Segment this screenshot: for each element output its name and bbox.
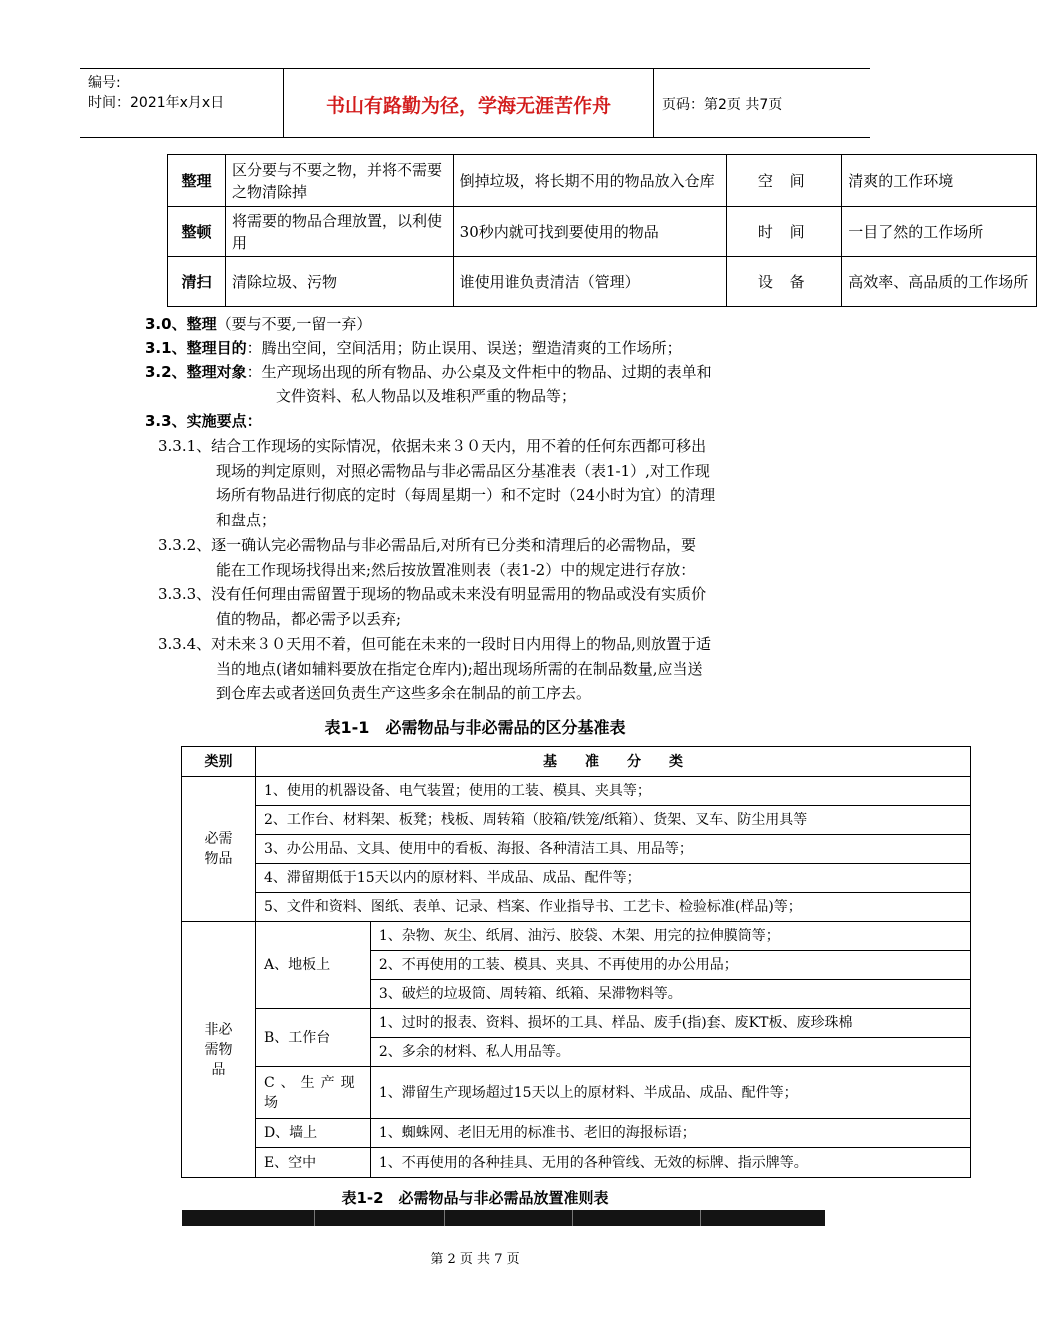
section-text: ：腾出空间，空间活用；防止误用、误送；塑造清爽的工作场所； xyxy=(246,339,682,357)
table-1-1 xyxy=(181,746,971,1178)
unnecessary-item: 1、滞留生产现场超过15天以上的原材料、半成品、成品、配件等； xyxy=(370,1067,970,1119)
5s-goal: 一目了然的工作场所 xyxy=(842,207,1037,257)
5s-summary-table xyxy=(167,154,1037,307)
table-1-1-caption: 表1-1 必需物品与非必需品的区分基准表 xyxy=(324,718,626,737)
table-1-2-caption: 表1-2 必需物品与非必需品放置准则表 xyxy=(341,1189,609,1207)
necessary-item: 4、滞留期低于15天以内的原材料、半成品、成品、配件等； xyxy=(255,864,970,893)
table-1-1-wrapper xyxy=(181,746,950,1182)
section-title: 实施要点： xyxy=(186,412,262,430)
unnecessary-item: 2、不再使用的工装、模具、夹具、不再使用的办公用品； xyxy=(370,951,970,980)
place-cell: B、工作台 xyxy=(255,1009,370,1067)
5s-name: 清扫 xyxy=(168,257,226,307)
5s-resource: 空 间 xyxy=(727,155,842,207)
column-divider xyxy=(700,1210,701,1226)
place-cell: D、墙上 xyxy=(255,1119,370,1148)
table-row xyxy=(168,257,1037,307)
necessary-item: 5、文件和资料、图纸、表单、记录、档案、作业指导书、工艺卡、检验标准(样品)等； xyxy=(255,893,970,922)
point-line: 现场的判定原则，对照必需物品与非必需品区分基准表（表1-1）,对工作现 xyxy=(216,461,710,480)
category-necessary xyxy=(182,777,256,922)
section-number: 3.1、 xyxy=(145,339,187,357)
table-row xyxy=(182,1009,971,1038)
category-label: 非必需物品 xyxy=(204,1021,233,1078)
point-line: 到仓库去或者送回负责生产这些多余在制品的前工序去。 xyxy=(216,684,592,703)
5s-desc: 清除垃圾、污物 xyxy=(225,257,453,307)
point-line: 能在工作现场找得出来;然后按放置准则表（表1-2）中的规定进行存放： xyxy=(216,560,696,579)
5s-action: 30秒内就可找到要使用的物品 xyxy=(453,207,727,257)
section-3-1 xyxy=(145,336,682,360)
unnecessary-item: 3、破烂的垃圾筒、周转箱、纸箱、呆滞物料等。 xyxy=(370,980,970,1009)
point-line: 值的物品，都必需予以丢弃; xyxy=(216,609,402,628)
table-row xyxy=(182,864,971,893)
table-row xyxy=(182,806,971,835)
5s-resource: 设 备 xyxy=(727,257,842,307)
point-first-line: 3.3.3、没有任何理由需留置于现场的物品或未来没有明显需用的物品或没有实质价 xyxy=(158,585,707,603)
place-cell: C、生产现场 xyxy=(255,1067,370,1119)
section-title: 整理对象 xyxy=(186,363,247,381)
5s-desc: 将需要的物品合理放置，以利使用 xyxy=(225,207,453,257)
document-number: 编号: xyxy=(88,75,121,91)
table-row xyxy=(168,207,1037,257)
section-title: 整理 xyxy=(186,315,217,333)
necessary-item: 2、工作台、材料架、板凳；栈板、周转箱（胶箱/铁笼/纸箱）、货架、叉车、防尘用具等 xyxy=(255,806,970,835)
5s-name: 整理 xyxy=(168,155,226,207)
section-text: ：生产现场出现的所有物品、办公桌及文件柜中的物品、过期的表单和 xyxy=(246,363,712,381)
unnecessary-item: 1、杂物、灰尘、纸屑、油污、胶袋、木架、用完的拉伸膜筒等； xyxy=(370,922,970,951)
necessary-item: 1、使用的机器设备、电气装置；使用的工装、模具、夹具等； xyxy=(255,777,970,806)
point-line: 当的地点(诸如辅料要放在指定仓库内);超出现场所需的在制品数量,应当送 xyxy=(216,659,703,678)
header-basis: 基 准 分 类 xyxy=(255,747,970,777)
point-3-3-3 xyxy=(158,582,818,631)
unnecessary-item: 1、不再使用的各种挂具、无用的各种管线、无效的标牌、指示牌等。 xyxy=(370,1148,970,1178)
table-1-2-header-bar xyxy=(182,1210,825,1226)
5s-action: 倒掉垃圾，将长期不用的物品放入仓库 xyxy=(453,155,727,207)
table-row xyxy=(182,835,971,864)
table-row xyxy=(168,155,1037,207)
section-number: 3.3、 xyxy=(145,412,187,430)
unnecessary-item: 2、多余的材料、私人用品等。 xyxy=(370,1038,970,1067)
section-text: （要与不要,一留一弃） xyxy=(216,315,372,333)
5s-name: 整顿 xyxy=(168,207,226,257)
column-divider xyxy=(572,1210,573,1226)
5s-goal: 清爽的工作环境 xyxy=(842,155,1037,207)
header-page-number: 页码：第2页 共7页 xyxy=(662,97,783,113)
5s-table-wrapper xyxy=(167,154,1029,314)
table-header-row xyxy=(182,747,971,777)
place-cell: E、空中 xyxy=(255,1148,370,1178)
5s-goal: 高效率、高品质的工作场所 xyxy=(842,257,1037,307)
category-label: 必需物品 xyxy=(204,831,233,867)
header-type: 类别 xyxy=(182,747,256,777)
page-footer: 第 2 页 共 7 页 xyxy=(430,1252,520,1267)
unnecessary-item: 1、过时的报表、资料、损坏的工具、样品、废手(指)套、废KT板、废珍珠棉 xyxy=(370,1009,970,1038)
5s-action: 谁使用谁负责清洁（管理） xyxy=(453,257,727,307)
table-row xyxy=(182,777,971,806)
table-row xyxy=(182,1119,971,1148)
table-row xyxy=(182,922,971,951)
point-first-line: 3.3.4、对未来３０天用不着，但可能在未来的一段时日内用得上的物品,则放置于适 xyxy=(158,635,711,653)
section-3-3 xyxy=(145,409,262,433)
section-3-2 xyxy=(145,360,712,384)
point-3-3-1 xyxy=(158,434,818,532)
point-3-3-4 xyxy=(158,632,818,706)
table-row xyxy=(182,893,971,922)
point-first-line: 3.3.1、结合工作现场的实际情况，依据未来３０天内，用不着的任何东西都可移出 xyxy=(158,437,707,455)
header-left xyxy=(88,73,224,113)
table-row xyxy=(182,1148,971,1178)
section-number: 3.2、 xyxy=(145,363,187,381)
necessary-item: 3、办公用品、文具、使用中的看板、海报、各种清洁工具、用品等； xyxy=(255,835,970,864)
document-date: 时间：2021年x月x日 xyxy=(88,95,225,111)
point-line: 和盘点； xyxy=(216,510,277,529)
column-divider xyxy=(444,1210,445,1226)
5s-resource: 时 间 xyxy=(727,207,842,257)
point-3-3-2 xyxy=(158,533,818,582)
point-first-line: 3.3.2、逐一确认完必需物品与非必需品后,对所有已分类和清理后的必需物品，要 xyxy=(158,536,696,554)
section-3-0 xyxy=(145,312,371,336)
section-3-2-continued: 文件资料、私人物品以及堆积严重的物品等； xyxy=(276,387,577,405)
place-cell: A、地板上 xyxy=(255,922,370,1009)
point-line: 场所有物品进行彻底的定时（每周星期一）和不定时（24小时为宜）的清理 xyxy=(216,486,716,505)
header-divider xyxy=(653,69,654,137)
unnecessary-item: 1、蜘蛛网、老旧无用的标准书、老旧的海报标语； xyxy=(370,1119,970,1148)
category-unnecessary xyxy=(182,922,256,1178)
page-header xyxy=(80,68,870,138)
column-divider xyxy=(314,1210,315,1226)
section-title: 整理目的 xyxy=(186,339,247,357)
header-motto: 书山有路勤为径，学海无涯苦作舟 xyxy=(325,95,611,117)
section-number: 3.0、 xyxy=(145,315,187,333)
5s-desc: 区分要与不要之物，并将不需要之物清除掉 xyxy=(225,155,453,207)
table-row xyxy=(182,1067,971,1119)
